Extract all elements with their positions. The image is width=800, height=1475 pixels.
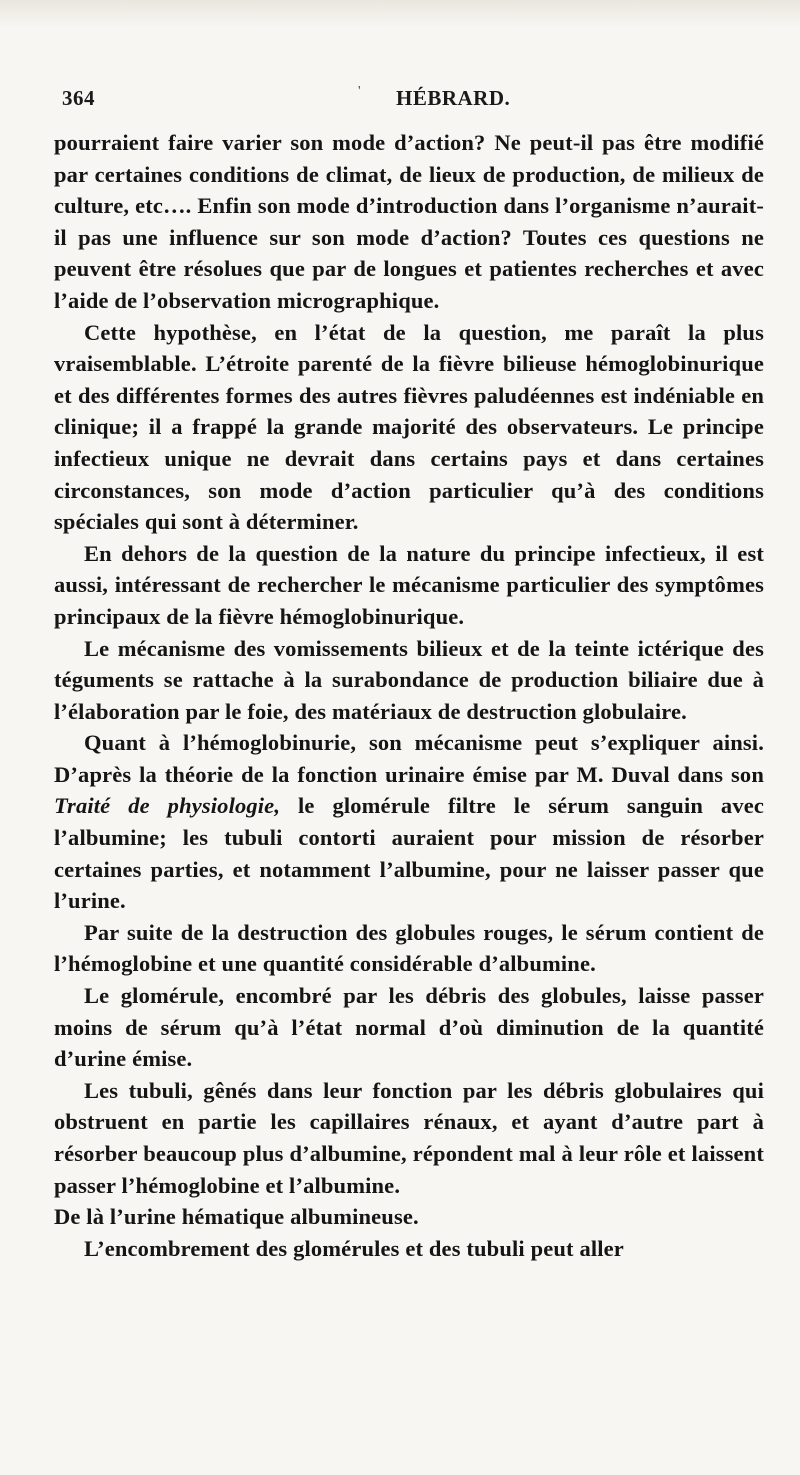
page-header xyxy=(62,86,762,116)
paragraph: Cette hypothèse, en l’état de la question, me paraît la plus vraisemblable. L’étroite parenté de la fièvre bilieuse hémoglobinurique et des différentes formes des autres fièvres paludéennes est indéniable en clinique; il a frappé la grande majorité des observateurs. Le principe infectieux unique ne devrait dans certains pays et dans certaines circonstances, son mode d’action particulier qu’à des conditions spéciales qui sont à déterminer. xyxy=(54,319,764,535)
scan-edge-shadow xyxy=(0,0,800,28)
paragraph xyxy=(54,727,764,917)
paragraph: Le glomérule, encombré par les débris des globules, laisse passer moins de sérum qu’à l’état normal d’où diminution de la quantité d’urine émise. xyxy=(54,983,764,1072)
paragraph-line: De là l’urine hématique albumineuse. xyxy=(54,1204,419,1230)
stray-mark: ' xyxy=(358,84,361,99)
paragraph: En dehors de la question de la nature du principe infectieux, il est aussi, intéressant de rechercher le mécanisme particulier des symptômes principaux de la fièvre hémoglobinurique. xyxy=(54,540,764,629)
page-number: 364 xyxy=(62,86,95,110)
paragraph-text: Quant à l’hémoglobinurie, son mécanisme peut s’expliquer ainsi. D’après la théorie de la fonction urinaire émise par M. Duval dans son xyxy=(54,730,764,787)
paragraph: Par suite de la destruction des globules rouges, le sérum contient de l’hémoglobine et une quantité considérable d’albumine. xyxy=(54,919,764,977)
paragraph: Le mécanisme des vomissements bilieux et de la teinte ictérique des téguments se rattache à la surabondance de production biliaire due à l’élaboration par le foie, des matériaux de destruction globulaire. xyxy=(54,635,764,724)
paragraph-continued: pourraient faire varier son mode d’action? Ne peut-il pas être modifié par certaines conditions de climat, de lieux de production, de milieux de culture, etc…. Enfin son mode d’introduction dans l’organisme n’aurait-il pas une influence sur son mode d’action? Toutes ces questions ne peuvent être résolues que par de longues et patientes recherches et avec l’aide de l’observation micrographique. xyxy=(54,130,764,313)
paragraph-text: le glomérule filtre le sérum sanguin avec l’albumine; les tubuli contorti auraient pour mission de résorber certaines parties, et notamment l’albumine, pour ne laisser passer que l’urine. xyxy=(54,793,764,914)
paragraph: L’encombrement des glomérules et des tubuli peut aller xyxy=(84,1235,624,1261)
book-title-italic: Traité de physiologie, xyxy=(54,793,281,819)
running-title: HÉBRARD. xyxy=(396,86,511,110)
paragraph: Les tubuli, gênés dans leur fonction par les débris globulaires qui obstruent en partie les capillaires rénaux, et ayant d’autre part à résorber beaucoup plus d’albumine, répondent mal à leur rôle et laissent passer l’hémoglobine et l’albumine. xyxy=(54,1077,764,1198)
body-text xyxy=(54,127,764,1264)
